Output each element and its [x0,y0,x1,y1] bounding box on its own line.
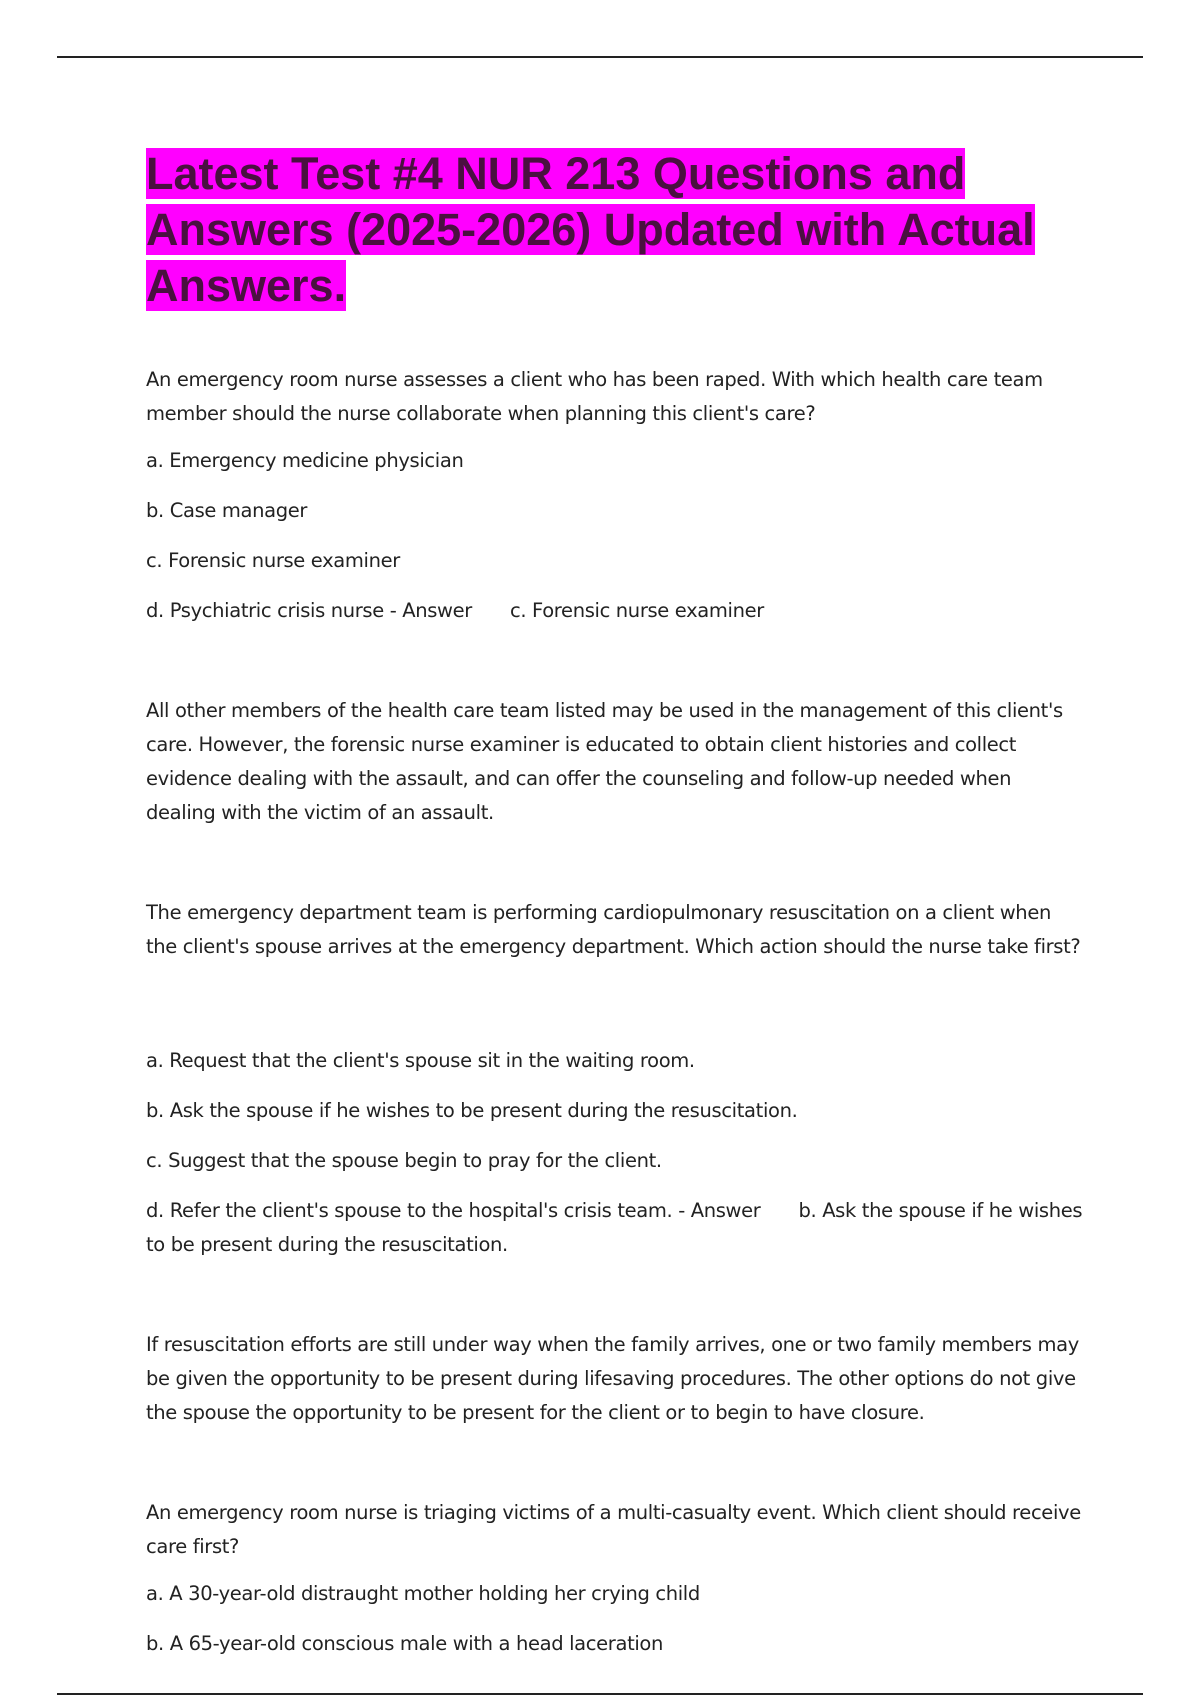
q2-question: The emergency department team is performing cardiopulmonary resuscitation on a client when the client's spouse arrives at the emergency department. Which action should the nurse take first? [146,901,1081,958]
q1-question: An emergency room nurse assesses a client who has been raped. With which health care team member should the nurse collaborate when planning this client's care? [146,368,1043,425]
q2-option-d-with-answer [146,1194,1086,1262]
top-rule [57,56,1143,58]
q3-question: An emergency room nurse is triaging victims of a multi-casualty event. Which client should receive care first? [146,1501,1081,1558]
q2-option-c: c. Suggest that the spouse begin to pray for the client. [146,1149,662,1172]
q1-option-b: b. Case manager [146,499,308,522]
q1-option-d-with-answer [146,594,1086,628]
bottom-rule [57,1693,1143,1695]
q1-answer: c. Forensic nurse examiner [509,599,764,622]
q2-option-b: b. Ask the spouse if he wishes to be present during the resuscitation. [146,1099,798,1122]
q1-option-d: d. Psychiatric crisis nurse - Answer [146,599,472,622]
q3-option-b: b. A 65-year-old conscious male with a head laceration [146,1632,664,1655]
document-title: Latest Test #4 NUR 213 Questions and Answers (2025-2026) Updated with Actual Answers. [146,148,1035,311]
q2-option-a: a. Request that the client's spouse sit in the waiting room. [146,1049,695,1072]
q3-option-a: a. A 30-year-old distraught mother holding her crying child [146,1582,700,1605]
q2-rationale: If resuscitation efforts are still under way when the family arrives, one or two family members may be given the opportunity to be present during lifesaving procedures. The other options do not give the spouse the opportunity to be present for the client or to begin to have closure. [146,1333,1079,1424]
q2-answer: b. Ask the spouse if he wishes to be present during the resuscitation. [146,1199,1083,1256]
q2-option-d: d. Refer the client's spouse to the hospital's crisis team. - Answer [146,1199,761,1222]
q1-option-a: a. Emergency medicine physician [146,449,464,472]
q1-option-c: c. Forensic nurse examiner [146,549,400,572]
document-body [146,146,1086,1655]
q1-rationale: All other members of the health care team listed may be used in the management of this client's care. However, the forensic nurse examiner is educated to obtain client histories and collect evidence dealing with the assault, and can offer the counseling and follow-up needed when dealing with the victim of an assault. [146,699,1063,824]
